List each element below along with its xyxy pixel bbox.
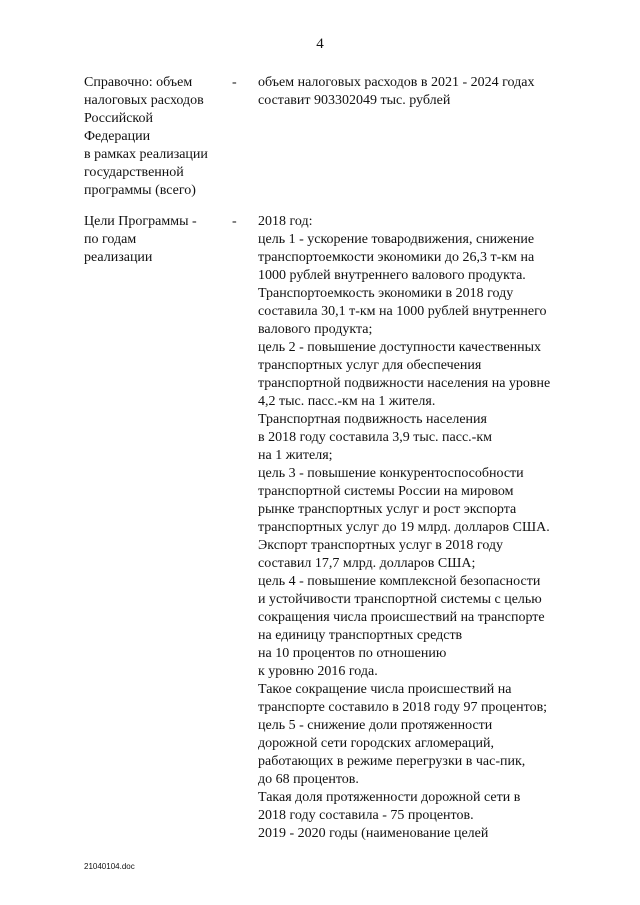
value-line: составил 17,7 млрд. долларов США; (258, 556, 476, 571)
label-line: налоговых расходов (84, 93, 204, 108)
label-line: Справочно: объем (84, 75, 193, 90)
value-line: 4,2 тыс. пасс.-км на 1 жителя. (258, 394, 436, 409)
label-line: Российской (84, 111, 153, 126)
value-line: 2018 год: (258, 214, 313, 229)
value-line: 2018 году составила - 75 процентов. (258, 808, 474, 823)
value-line: цель 1 - ускорение товародвижения, снижение (258, 232, 535, 247)
value-line: транспортной подвижности населения на уровне (258, 376, 551, 391)
value-line: 2019 - 2020 годы (наименование целей (258, 826, 489, 841)
row-label (84, 74, 224, 200)
label-line: по годам (84, 232, 137, 247)
value-line: на 1 жителя; (258, 448, 333, 463)
value-line: сокращения числа происшествий на транспорте (258, 610, 545, 625)
value-line: Транспортная подвижность населения (258, 412, 487, 427)
value-line: Такая доля протяженности дорожной сети в (258, 790, 521, 805)
label-line: реализации (84, 250, 153, 265)
value-line: цель 4 - повышение комплексной безопасности (258, 574, 541, 589)
label-line: программы (всего) (84, 183, 196, 198)
row-dash: - (232, 214, 237, 229)
value-line: транспорте составило в 2018 году 97 процентов; (258, 700, 548, 715)
value-line: к уровню 2016 года. (258, 664, 378, 679)
value-line: транспортоемкости экономики до 26,3 т-км на (258, 250, 535, 265)
label-line: государственной (84, 165, 184, 180)
row-label (84, 213, 224, 267)
label-line: Федерации (84, 129, 151, 144)
value-line: транспортной системы России на мировом (258, 484, 514, 499)
row-value (258, 213, 588, 843)
value-line: цель 5 - снижение доли протяженности (258, 718, 493, 733)
value-line: и устойчивости транспортной системы с целью (258, 592, 542, 607)
value-line: цель 2 - повышение доступности качественных (258, 340, 542, 355)
value-line: Транспортоемкость экономики в 2018 году (258, 286, 514, 301)
value-line: на единицу транспортных средств (258, 628, 463, 643)
value-line: рынке транспортных услуг и рост экспорта (258, 502, 517, 517)
value-line: объем налоговых расходов в 2021 - 2024 годах (258, 75, 535, 90)
value-line: в 2018 году составила 3,9 тыс. пасс.-км (258, 430, 493, 445)
label-line: Цели Программы - (84, 214, 197, 229)
label-line: в рамках реализации (84, 147, 208, 162)
value-line: до 68 процентов. (258, 772, 359, 787)
value-line: работающих в режиме перегрузки в час-пик, (258, 754, 526, 769)
row-value (258, 74, 588, 110)
value-line: транспортных услуг для обеспечения (258, 358, 482, 373)
value-line: 1000 рублей внутреннего валового продукта. (258, 268, 526, 283)
value-line: валового продукта; (258, 322, 373, 337)
document-filename: 21040104.doc (84, 862, 135, 871)
row-dash: - (232, 75, 237, 90)
value-line: цель 3 - повышение конкурентоспособности (258, 466, 524, 481)
page-number: 4 (316, 36, 324, 52)
value-line: составит 903302049 тыс. рублей (258, 93, 451, 108)
value-line: Такое сокращение числа происшествий на (258, 682, 512, 697)
value-line: транспортных услуг до 19 млрд. долларов США. (258, 520, 550, 535)
value-line: на 10 процентов по отношению (258, 646, 447, 661)
value-line: составила 30,1 т-км на 1000 рублей внутреннего (258, 304, 547, 319)
value-line: дорожной сети городских агломераций, (258, 736, 494, 751)
value-line: Экспорт транспортных услуг в 2018 году (258, 538, 504, 553)
